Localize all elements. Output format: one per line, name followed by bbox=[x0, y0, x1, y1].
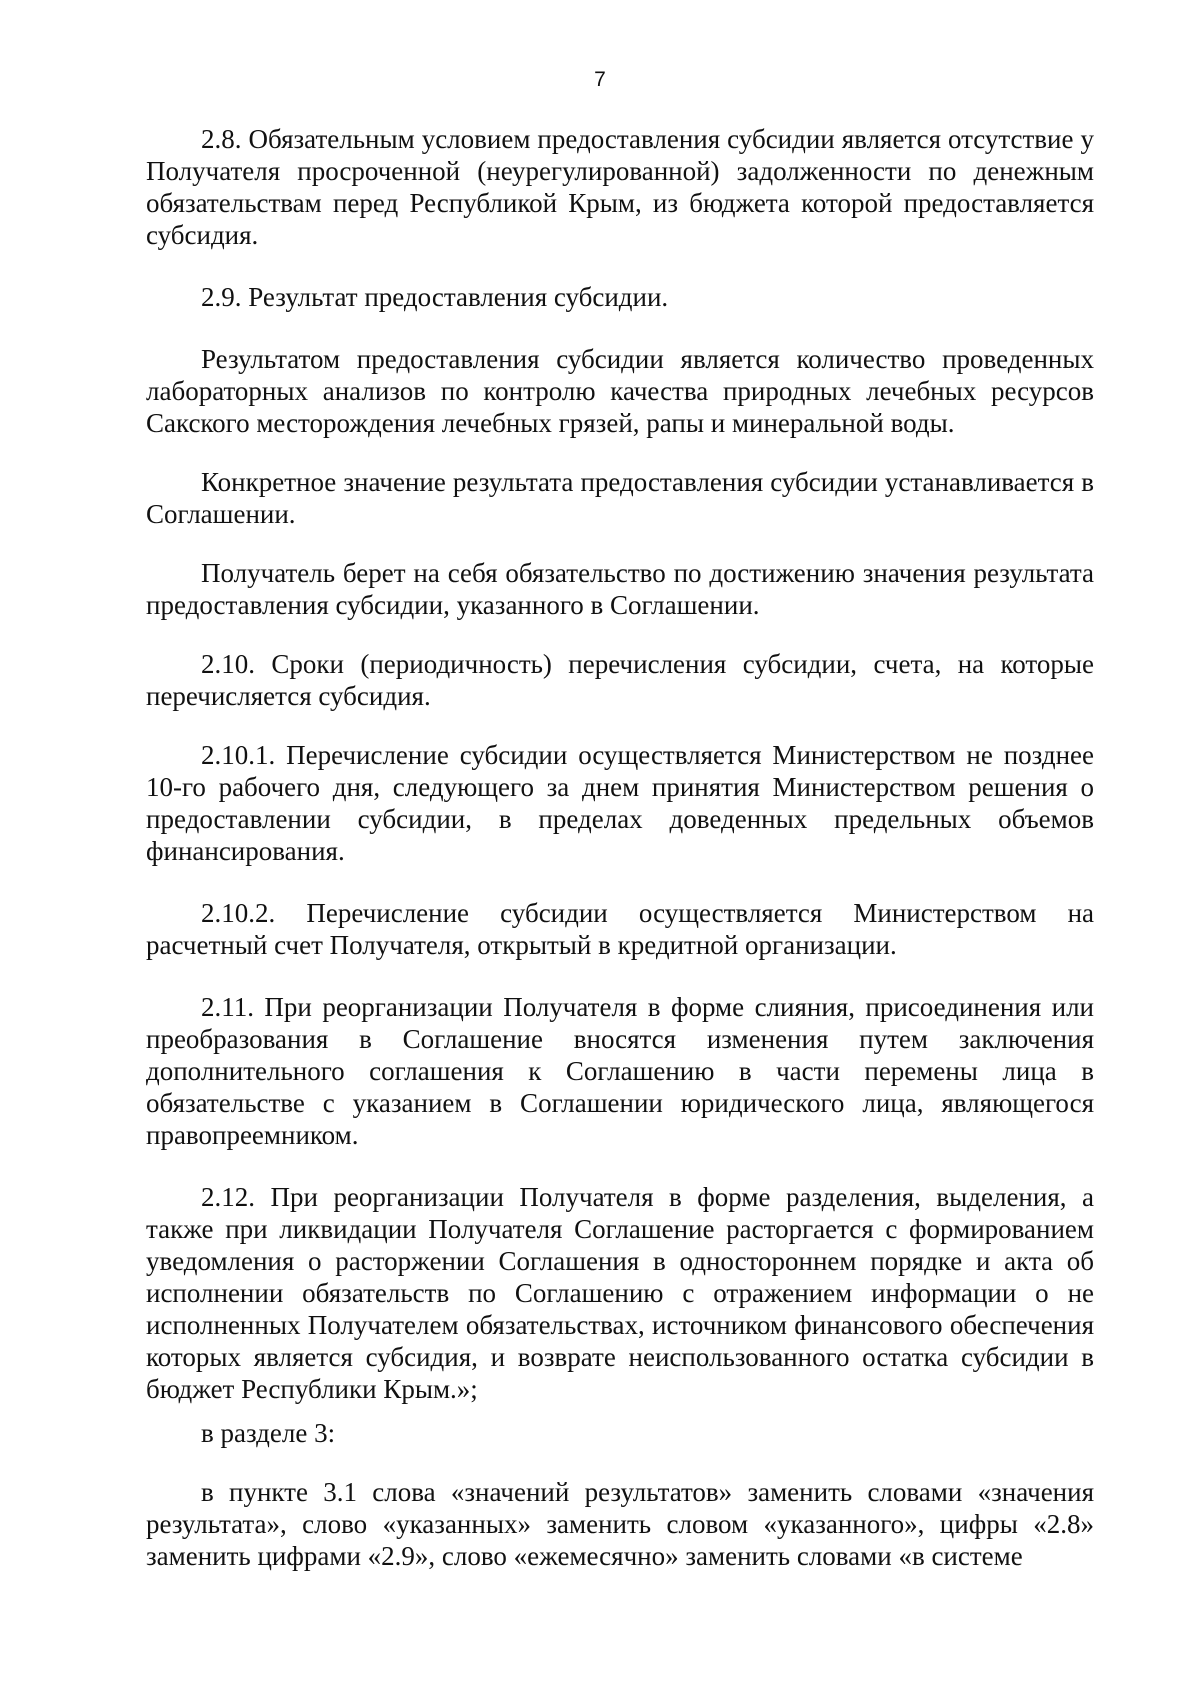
paragraph-2-10-2: 2.10.2. Перечисление субсидии осуществляется Министерством на расчетный счет Получателя, открытый в кредитной организации. bbox=[146, 898, 1094, 960]
document-body bbox=[146, 123, 1094, 1572]
paragraph-result-definition: Результатом предоставления субсидии является количество проведенных лабораторных анализов по контролю качества природных лечебных ресурсов Сакского месторождения лечебных грязей, рапы и минеральной воды. bbox=[146, 344, 1094, 438]
paragraph-section-3: в разделе 3: bbox=[201, 1418, 336, 1448]
paragraph-2-10-heading: 2.10. Сроки (периодичность) перечисления субсидии, счета, на которые перечисляется субсидия. bbox=[146, 649, 1094, 711]
paragraph-recipient-obligation: Получатель берет на себя обязательство по достижению значения результата предоставления субсидии, указанного в Соглашении. bbox=[146, 558, 1094, 620]
paragraph-2-9-heading: 2.9. Результат предоставления субсидии. bbox=[201, 282, 669, 312]
page-number: 7 bbox=[594, 68, 606, 91]
paragraph-2-11: 2.11. При реорганизации Получателя в форме слияния, присоединения или преобразования в Соглашение вносятся изменения путем заключения дополнительного соглашения к Соглашению в части перемены лица в обязательстве с указанием в Соглашении юридического лица, являющегося правопреемником. bbox=[146, 992, 1094, 1150]
paragraph-point-3-1: в пункте 3.1 слова «значений результатов» заменить словами «значения результата», слово «указанных» заменить словом «указанного», цифры «2.8» заменить цифрами «2.9», слово «ежемесячно» заменить словами «в системе bbox=[146, 1477, 1094, 1571]
paragraph-2-8: 2.8. Обязательным условием предоставления субсидии является отсутствие у Получателя просроченной (неурегулированной) задолженности по денежным обязательствам перед Республикой Крым, из бюджета которой предоставляется субсидия. bbox=[146, 124, 1094, 250]
paragraph-result-value: Конкретное значение результата предоставления субсидии устанавливается в Соглашении. bbox=[146, 467, 1094, 529]
paragraph-2-12: 2.12. При реорганизации Получателя в форме разделения, выделения, а также при ликвидации Получателя Соглашение расторгается с формированием уведомления о расторжении Соглашения в одностороннем порядке и акта об исполнении обязательств по Соглашению с отражением информации о не исполненных Получателем обязательствах, источником финансового обеспечения которых является субсидия, и возврате неиспользованного остатка субсидии в бюджет Республики Крым.»; bbox=[146, 1182, 1094, 1404]
paragraph-2-10-1: 2.10.1. Перечисление субсидии осуществляется Министерством не позднее 10-го рабочего дня, следующего за днем принятия Министерством решения о предоставлении субсидии, в пределах доведенных предельных объемов финансирования. bbox=[146, 740, 1094, 866]
